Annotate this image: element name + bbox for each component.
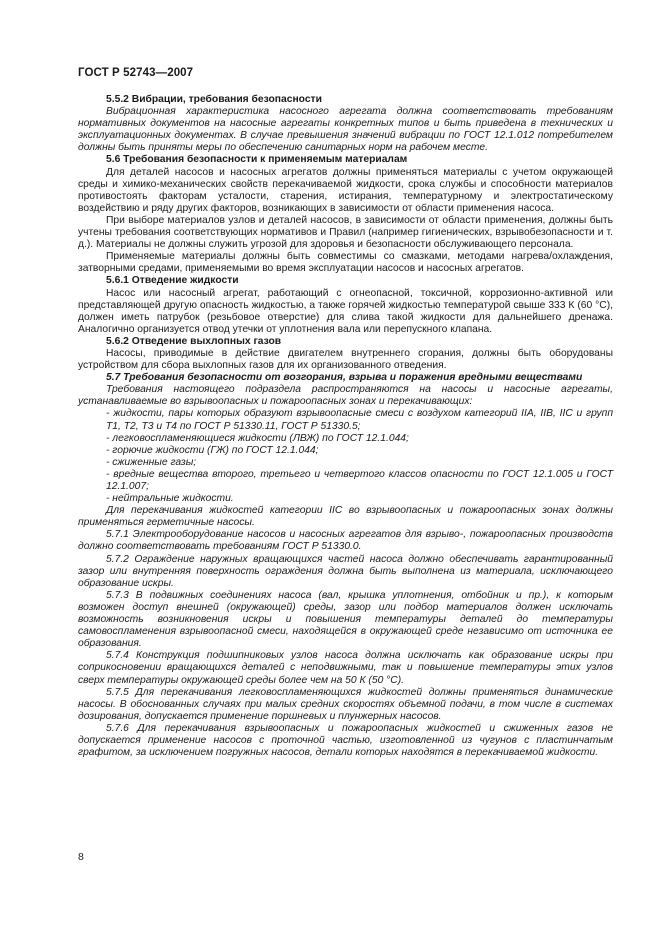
list-item: - нейтральные жидкости. [106,493,234,505]
paragraph: Для деталей насосов и насосных агрегатов должны применяться материалы с учетом окружающей среды и химико-механических свойств перекачиваемой жидкости, срока службы и способности материалов противостоять факторам усталости, старения, истирания, температурному и электростатическому воздействию и ряду других факторов, возникающих в зависимости от области применения насоса. [78,166,613,214]
list-item: - легковоспламеняющиеся жидкости (ЛВЖ) по ГОСТ 12.1.044; [106,432,409,444]
paragraph: 5.7.2 Ограждение наружных вращающихся частей насоса должно обеспечивать гарантированный зазор или внутренняя поверхность ограждения должна быть выполнена из материала, исключающего образование искры. [78,553,613,589]
section-heading: 5.6.1 Отведение жидкости [106,275,239,287]
paragraph: При выборе материалов узлов и деталей насосов, в зависимости от области применения, должны быть учтены требования соответствующих нормативов и Правил (например гигиенических, взрывобезопасности и т. д.). Материалы не должны служить угрозой для здоровья и безопасности обслуживающего персонала. [78,214,613,251]
paragraph: 5.7.6 Для перекачивания взрывоопасных и пожароопасных жидкостей и сжиженных газов не допускается применение насосов с проточной частью, изготовленной из чугунов с пластинчатым графитом, за исключением погружных насосов, детали которых находятся в перекачиваемой жидкости. [78,722,613,759]
section-heading: 5.5.2 Вибрации, требования безопасности [106,94,322,105]
list-item: - сжиженные газы; [106,456,197,468]
paragraph: 5.7.3 В подвижных соединениях насоса (вал, крышка уплотнения, отбойник и пр.), к которым возможен доступ внешней (окружающей) среды, зазор или подбор материалов должен исключать возможность возникновения искры и повышения температуры деталей до температуры самовоспламенения взрывоопасной смеси, находящейся в окружающей среде независимо от источника ее образования. [78,589,613,650]
page-number: 8 [78,851,84,863]
list-item: - жидкости, пары которых образуют взрывоопасные смеси с воздухом категорий IIA, IIB, IIC и групп Т1, Т2, Т3 и Т4 по ГОСТ Р 51330.11, ГОСТ Р 51330.5; [106,408,613,432]
list-item: - вредные вещества второго, третьего и четвертого классов опасности по ГОСТ 12.1.005 и ГОСТ 12.1.007; [106,468,613,492]
list-item: - горючие жидкости (ГЖ) по ГОСТ 12.1.044; [106,444,319,456]
paragraph: 5.7.4 Конструкция подшипниковых узлов насоса должна исключать как образование искры при соприкосновении вращающихся деталей с неподвижными, так и повышение температуры этих узлов сверх температуры окружающей среды более чем на 50 К (50 °С). [78,650,613,686]
paragraph: Для перекачивания жидкостей категории IIC во взрывоопасных и пожароопасных зонах должны применяться герметичные насосы. [78,505,613,529]
section-heading: 5.7 Требования безопасности от возгорания, взрыва и поражения вредными веществами [106,372,583,384]
paragraph: 5.7.1 Электрооборудование насосов и насосных агрегатов для взрыво-, пожароопасных производств должно соответствовать требованиям ГОСТ Р 51330.0. [78,529,613,553]
section-heading: 5.6.2 Отведение выхлопных газов [106,335,282,347]
paragraph: Применяемые материалы должны быть совместимы со смазками, методами нагрева/охлаждения, затворными средами, применяемыми во время эксплуатации насосов и насосных агрегатов. [78,251,613,275]
document-header: ГОСТ Р 52743—2007 [78,67,194,79]
paragraph: Требования настоящего подраздела распространяются на насосы и насосные агрегаты, устанавливаемые во взрывоопасных и пожароопасных зонах и перекачивающих: [78,384,613,408]
section-heading: 5.6 Требования безопасности к применяемым материалам [106,154,408,166]
paragraph: Насосы, приводимые в действие двигателем внутреннего сгорания, должны быть оборудованы устройством для сбора выхлопных газов для их организованного отведения. [78,347,613,372]
paragraph: Вибрационная характеристика насосного агрегата должна соответствовать требованиям нормативных документов на насосные агрегаты конкретных типов и быть приведена в технических и эксплуатационных документах. В случае превышения значений вибрации по ГОСТ 12.1.012 потребителем должны быть приняты меры по обеспечению санитарных норм на рабочем месте. [78,106,613,154]
paragraph: 5.7.5 Для перекачивания легковоспламеняющихся жидкостей должны применяться динамические насосы. В обоснованных случаях при малых средних скоростях объемной подачи, в том числе в системах дозирования, допускается применение поршневых и плунжерных насосов. [78,686,613,722]
document-body [78,94,613,759]
paragraph: Насос или насосный агрегат, работающий с огнеопасной, токсичной, коррозионно-активной или представляющей другую опасность жидкостью, а также горячей жидкостью температурой свыше 333 К (60 °С), должен иметь патрубок (резьбовое отверстие) для слива такой жидкости для дальнейшего дренажа. Аналогично организуется отвод утечки от уплотнения вала или перепускного клапана. [78,287,613,335]
